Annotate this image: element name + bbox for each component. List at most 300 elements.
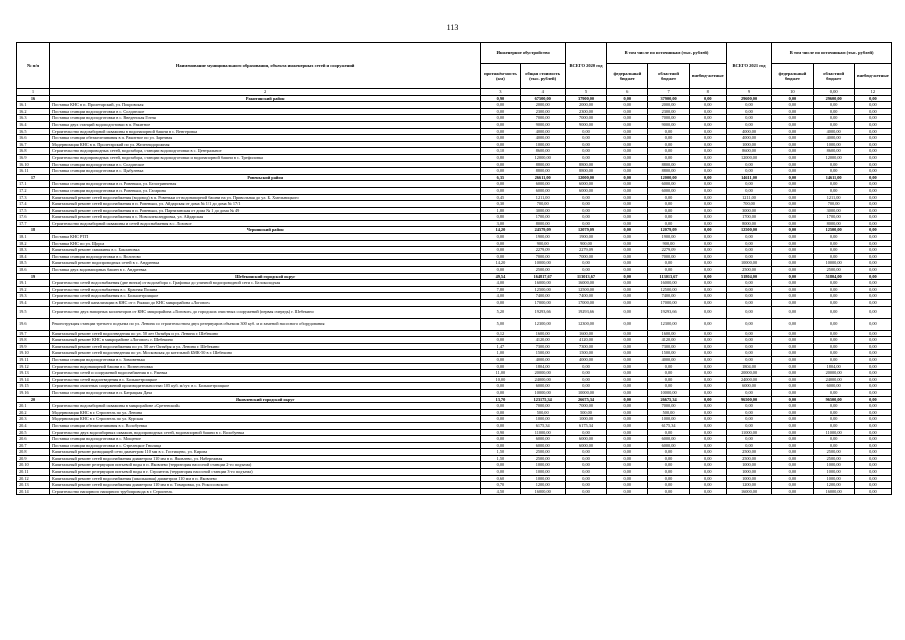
total-2020-cell: 12079,09 (565, 227, 606, 234)
length-cell: 4,00 (481, 280, 520, 287)
federal-2021-cell: 0,00 (772, 207, 813, 214)
total-2021-cell: 0,00 (726, 350, 771, 357)
length-cell: 14,20 (481, 260, 520, 267)
table-row (17, 135, 892, 142)
header-regional-2021: областной бюджет (813, 64, 854, 89)
federal-2020-cell: 0,00 (607, 267, 648, 274)
cost-cell: 4000,00 (520, 128, 565, 135)
row-number: 16.1 (17, 102, 50, 109)
federal-2021-cell: 0,00 (772, 422, 813, 429)
regional-2021-cell: 0,00 (813, 181, 854, 188)
federal-2020-cell: 0,00 (607, 416, 648, 423)
federal-2021-cell: 0,00 (772, 455, 813, 462)
object-name: Поставка станции водоподготовки в с. Солдатское (50, 108, 481, 115)
regional-2021-cell: 1211,00 (813, 194, 854, 201)
length-cell: 5,00 (481, 318, 520, 330)
table-row (17, 267, 892, 274)
federal-2021-cell: 0,00 (772, 260, 813, 267)
total-2021-cell: 29600,00 (726, 95, 771, 102)
regional-2020-cell: 0,00 (648, 462, 689, 469)
total-2021-cell: 0,00 (726, 306, 771, 318)
total-2021-cell: 0,00 (726, 108, 771, 115)
federal-2021-cell: 0,00 (772, 240, 813, 247)
length-cell: 49,54 (481, 273, 520, 280)
cost-cell: 2000,00 (520, 102, 565, 109)
regional-2021-cell: 1200,00 (813, 482, 854, 489)
extra-2020-cell: 0,00 (689, 247, 726, 254)
length-cell: 10,00 (481, 376, 520, 383)
regional-2021-cell: 0,00 (813, 247, 854, 254)
table-row (17, 102, 892, 109)
object-name: Поставка станции водоподготовки в с. Цыбулевка (50, 168, 481, 175)
length-cell: 0,00 (481, 416, 520, 423)
regional-2021-cell: 1804,00 (813, 363, 854, 370)
total-2020-cell: 0,00 (565, 469, 606, 476)
total-2020-cell: 7000,00 (565, 253, 606, 260)
column-number-row (17, 89, 892, 96)
regional-2020-cell: 0,00 (648, 141, 689, 148)
extra-2020-cell: 0,00 (689, 376, 726, 383)
regional-2021-cell: 96500,00 (813, 396, 854, 403)
total-2020-cell: 0,00 (565, 475, 606, 482)
row-number: 16.8 (17, 148, 50, 155)
extra-2021-cell: 0,00 (854, 168, 891, 175)
regional-2020-cell: 19293,66 (648, 306, 689, 318)
federal-2020-cell: 0,00 (607, 330, 648, 337)
table-row (17, 240, 892, 247)
federal-2020-cell: 0,00 (607, 482, 648, 489)
length-cell: 0,00 (481, 363, 520, 370)
regional-2021-cell: 0,00 (813, 356, 854, 363)
cost-cell: 6000,00 (520, 436, 565, 443)
regional-2021-cell: 29600,00 (813, 95, 854, 102)
total-2020-cell: 2300,00 (565, 108, 606, 115)
federal-2021-cell: 0,00 (772, 141, 813, 148)
col-number: 12 (854, 89, 891, 96)
header-infra-group: Инженерное обустройство (481, 43, 566, 64)
total-2020-cell: 10000,00 (565, 389, 606, 396)
row-number: 17.2 (17, 187, 50, 194)
row-number: 19.10 (17, 350, 50, 357)
extra-2021-cell: 0,00 (854, 95, 891, 102)
total-2020-cell: 6000,00 (565, 187, 606, 194)
table-row (17, 201, 892, 208)
col-number: 2 (50, 89, 481, 96)
row-number: 20.2 (17, 409, 50, 416)
cost-cell: 7300,00 (520, 343, 565, 350)
object-name: Капитальный ремонт водопроводных сетей в с. Андреевка (50, 260, 481, 267)
length-cell: 0,00 (481, 247, 520, 254)
length-cell: 0,00 (481, 409, 520, 416)
federal-2021-cell: 0,00 (772, 363, 813, 370)
regional-2020-cell: 0,00 (648, 154, 689, 161)
total-2020-cell: 1000,00 (565, 416, 606, 423)
federal-2020-cell: 0,00 (607, 161, 648, 168)
extra-2021-cell: 0,00 (854, 227, 891, 234)
extra-2021-cell: 0,00 (854, 161, 891, 168)
federal-2021-cell: 0,00 (772, 214, 813, 221)
regional-2021-cell: 0,00 (813, 240, 854, 247)
extra-2020-cell: 0,00 (689, 422, 726, 429)
cost-cell: 2300,00 (520, 108, 565, 115)
cost-cell: 3000,00 (520, 207, 565, 214)
length-cell: 0,00 (481, 187, 520, 194)
extra-2021-cell: 0,00 (854, 267, 891, 274)
row-number: 16.3 (17, 115, 50, 122)
header-name: Наименование муниципального образования, объекта инженерных сетей и сооружений (50, 43, 481, 89)
row-number: 19.6 (17, 318, 50, 330)
federal-2021-cell: 0,00 (772, 462, 813, 469)
cost-cell: 17000,00 (520, 300, 565, 307)
header-regional-2020: областной бюджет (648, 64, 689, 89)
header-extra-2020: внебюд-жетные (689, 64, 726, 89)
cost-cell: 6000,00 (520, 181, 565, 188)
total-2020-cell: 0,00 (565, 220, 606, 227)
federal-2021-cell: 0,00 (772, 135, 813, 142)
cost-cell: 1000,00 (520, 469, 565, 476)
length-cell: 0,80 (481, 214, 520, 221)
length-cell: 1,00 (481, 350, 520, 357)
extra-2021-cell: 0,00 (854, 141, 891, 148)
length-cell: 0,90 (481, 95, 520, 102)
extra-2021-cell: 0,00 (854, 337, 891, 344)
table-row (17, 286, 892, 293)
object-name: Капитальный ремонт сетей водоснабжения (школьковая) диаметром 110 мм в п. Яковлево (50, 475, 481, 482)
length-cell: 0,00 (481, 383, 520, 390)
length-cell: 0,00 (481, 442, 520, 449)
row-number: 16.11 (17, 168, 50, 175)
table-row (17, 436, 892, 443)
cost-cell: 1500,00 (520, 350, 565, 357)
extra-2021-cell: 0,00 (854, 148, 891, 155)
row-number: 20.5 (17, 429, 50, 436)
col-number: 8 (689, 89, 726, 96)
total-2021-cell: 51804,00 (726, 273, 771, 280)
object-name: Строительство двух напорных коллекторов от КНС микрорайона «Логовое» до городских очистных сооружений (первая очередь) г. Шебекино (50, 306, 481, 318)
object-name: Поставка КНС в п. Пролетарский, ул. Покровская (50, 102, 481, 109)
federal-2020-cell: 0,00 (607, 181, 648, 188)
extra-2021-cell: 0,00 (854, 135, 891, 142)
object-name: Поставка двух водонапорных башен в с. Андреевка (50, 267, 481, 274)
regional-2021-cell: 0,00 (813, 389, 854, 396)
extra-2020-cell: 0,00 (689, 306, 726, 318)
row-number: 18.5 (17, 260, 50, 267)
total-2020-cell: 6000,00 (565, 436, 606, 443)
cost-cell: 6000,00 (520, 442, 565, 449)
row-number: 19.16 (17, 389, 50, 396)
federal-2020-cell: 0,00 (607, 363, 648, 370)
table-row (17, 416, 892, 423)
col-number: 10 (772, 89, 813, 96)
cost-cell: 7000,00 (520, 403, 565, 410)
length-cell: 0,00 (481, 161, 520, 168)
cost-cell: 2500,00 (520, 267, 565, 274)
regional-2021-cell: 4000,00 (813, 128, 854, 135)
federal-2020-cell: 0,00 (607, 462, 648, 469)
extra-2021-cell: 0,00 (854, 234, 891, 241)
extra-2020-cell: 0,00 (689, 350, 726, 357)
extra-2020-cell: 0,00 (689, 383, 726, 390)
row-number: 17.7 (17, 220, 50, 227)
regional-2020-cell: 0,00 (648, 267, 689, 274)
total-2021-cell: 2500,00 (726, 449, 771, 456)
regional-2020-cell: 1000,00 (648, 416, 689, 423)
total-2020-cell: 1900,00 (565, 234, 606, 241)
total-2020-cell: 0,00 (565, 128, 606, 135)
length-cell: 3,00 (481, 220, 520, 227)
extra-2021-cell: 0,00 (854, 220, 891, 227)
infrastructure-table (16, 42, 892, 495)
cost-cell: 500,00 (520, 409, 565, 416)
total-2021-cell: 0,00 (726, 403, 771, 410)
extra-2020-cell: 0,00 (689, 128, 726, 135)
regional-2020-cell: 0,00 (648, 194, 689, 201)
regional-2021-cell: 0,00 (813, 280, 854, 287)
row-number: 18.6 (17, 267, 50, 274)
regional-2020-cell: 12300,00 (648, 318, 689, 330)
federal-2021-cell: 0,00 (772, 286, 813, 293)
extra-2020-cell: 0,00 (689, 416, 726, 423)
federal-2020-cell: 0,00 (607, 436, 648, 443)
total-2021-cell: 2500,00 (726, 267, 771, 274)
cost-cell: 900,00 (520, 240, 565, 247)
regional-2020-cell: 16000,00 (648, 280, 689, 287)
federal-2021-cell: 0,00 (772, 220, 813, 227)
table-row (17, 121, 892, 128)
object-name: Строительство напорного напорного трубопровода в г. Строитель (50, 488, 481, 495)
cost-cell: 8800,00 (520, 168, 565, 175)
object-name: Модернизация КНС в г. Строитель по ул. Курская (50, 416, 481, 423)
regional-2021-cell: 12000,00 (813, 154, 854, 161)
regional-2021-cell: 0,00 (813, 422, 854, 429)
extra-2020-cell: 0,00 (689, 161, 726, 168)
col-number: 7 (648, 89, 689, 96)
extra-2021-cell: 0,00 (854, 455, 891, 462)
total-2020-cell: 0,00 (565, 207, 606, 214)
extra-2021-cell: 0,00 (854, 409, 891, 416)
federal-2021-cell: 0,00 (772, 350, 813, 357)
regional-2021-cell: 0,00 (813, 102, 854, 109)
extra-2020-cell: 0,00 (689, 187, 726, 194)
federal-2020-cell: 0,00 (607, 247, 648, 254)
total-2021-cell: 0,00 (726, 293, 771, 300)
total-2021-cell: 0,00 (726, 300, 771, 307)
regional-2021-cell: 14611,00 (813, 174, 854, 181)
cost-cell: 1000,00 (520, 416, 565, 423)
length-cell: 0,00 (481, 102, 520, 109)
table-row (17, 108, 892, 115)
federal-2020-cell: 0,00 (607, 214, 648, 221)
object-name: Поставка станции водоподготовки в с. Стрелецкое Гнилица (50, 442, 481, 449)
federal-2021-cell: 0,00 (772, 148, 813, 155)
regional-2020-cell: 0,00 (648, 260, 689, 267)
regional-2020-cell: 7000,00 (648, 253, 689, 260)
length-cell: 0,00 (481, 267, 520, 274)
federal-2020-cell: 0,00 (607, 383, 648, 390)
extra-2020-cell: 0,00 (689, 482, 726, 489)
regional-2020-cell: 12000,00 (648, 174, 689, 181)
row-number: 19.11 (17, 356, 50, 363)
extra-2020-cell: 0,00 (689, 214, 726, 221)
regional-2020-cell: 7000,00 (648, 403, 689, 410)
federal-2020-cell: 0,00 (607, 240, 648, 247)
total-2020-cell: 19293,66 (565, 306, 606, 318)
table-row (17, 181, 892, 188)
total-2021-cell: 96500,00 (726, 396, 771, 403)
extra-2021-cell: 0,00 (854, 293, 891, 300)
cost-cell: 1000,00 (520, 141, 565, 148)
total-2021-cell: 0,00 (726, 356, 771, 363)
federal-2020-cell: 0,00 (607, 253, 648, 260)
total-2020-cell: 0,00 (565, 154, 606, 161)
object-name: Строительство двух водозаборных скважин, водопроводных сетей, водонапорной башни в с. Волобуевка (50, 429, 481, 436)
object-name: Капитальный ремонт сетей водоснабжения по ул. 50 лет Октября и ул. Ленина г. Шебекино (50, 343, 481, 350)
extra-2021-cell: 0,00 (854, 240, 891, 247)
total-2021-cell: 0,00 (726, 422, 771, 429)
total-2020-cell: 0,00 (565, 194, 606, 201)
regional-2020-cell: 113013,67 (648, 273, 689, 280)
extra-2021-cell: 0,00 (854, 306, 891, 318)
total-2020-cell: 6000,00 (565, 442, 606, 449)
extra-2021-cell: 0,00 (854, 449, 891, 456)
total-2021-cell: 1000,00 (726, 141, 771, 148)
total-2021-cell: 0,00 (726, 330, 771, 337)
table-row (17, 469, 892, 476)
federal-2021-cell: 0,00 (772, 416, 813, 423)
regional-2020-cell: 0,00 (648, 475, 689, 482)
row-number: 18 (17, 227, 50, 234)
row-number: 19.3 (17, 293, 50, 300)
row-number: 16.5 (17, 128, 50, 135)
row-number: 19.7 (17, 330, 50, 337)
object-name: Поставка станции водоподготовки в с. Мощеное (50, 436, 481, 443)
extra-2021-cell: 0,00 (854, 488, 891, 495)
object-name: Капитальный ремонт резервуаров питьевой воды в г. Строитель (территория насосной станции 3-го подъема) (50, 469, 481, 476)
table-row (17, 356, 892, 363)
regional-2020-cell: 1900,00 (648, 234, 689, 241)
table-row (17, 363, 892, 370)
length-cell: 0,00 (481, 403, 520, 410)
extra-2021-cell: 0,00 (854, 436, 891, 443)
extra-2020-cell: 0,00 (689, 475, 726, 482)
cost-cell: 19293,66 (520, 306, 565, 318)
total-2021-cell: 0,00 (726, 102, 771, 109)
length-cell: 5,20 (481, 306, 520, 318)
table-row (17, 253, 892, 260)
federal-2020-cell: 0,00 (607, 306, 648, 318)
object-name: Капитальный ремонт резервуаров питьевой воды в п. Яковлево (территория насосной станции 2-го подъема) (50, 462, 481, 469)
total-2020-cell: 12500,00 (565, 286, 606, 293)
regional-2021-cell: 2500,00 (813, 267, 854, 274)
length-cell: 0,90 (481, 429, 520, 436)
regional-2020-cell: 1500,00 (648, 350, 689, 357)
extra-2020-cell: 0,00 (689, 462, 726, 469)
length-cell: 11,00 (481, 370, 520, 377)
extra-2021-cell: 0,00 (854, 187, 891, 194)
object-name: Капитальный ремонт сетей водоотведения по ул. Московская до котельной БМК-50 в г. Шебекино (50, 350, 481, 357)
total-2021-cell: 0,00 (726, 389, 771, 396)
cost-cell: 4000,00 (520, 135, 565, 142)
object-name: Капитальный ремонт сетей водоотведения по ул. 50 лет Октября и ул. Ленина г. Шебекино (50, 330, 481, 337)
total-2021-cell: 12500,00 (726, 227, 771, 234)
extra-2021-cell: 0,00 (854, 273, 891, 280)
object-name: Капитальный ремонт сетей водоснабжения в п. Ровеньки, ул. Партизанская от дома № 1 до дома № 49 (50, 207, 481, 214)
length-cell: 0,00 (481, 181, 520, 188)
row-number: 19.5 (17, 306, 50, 318)
length-cell: 0,80 (481, 154, 520, 161)
federal-2020-cell: 0,00 (607, 102, 648, 109)
length-cell: 1,50 (481, 449, 520, 456)
total-2021-cell: 4000,00 (726, 128, 771, 135)
total-2020-cell: 9000,00 (565, 121, 606, 128)
cost-cell: 164817,67 (520, 273, 565, 280)
table-row (17, 330, 892, 337)
header-length: протяжён-ность (км) (481, 64, 520, 89)
federal-2020-cell: 0,00 (607, 318, 648, 330)
regional-2020-cell: 26675,34 (648, 396, 689, 403)
row-number: 19 (17, 273, 50, 280)
cost-cell: 16000,00 (520, 488, 565, 495)
cost-cell: 700,00 (520, 201, 565, 208)
object-name: Поставка станции водоподготовки в п. Батрацкая Дача (50, 389, 481, 396)
row-number: 18.2 (17, 240, 50, 247)
table-row (17, 194, 892, 201)
total-2020-cell: 7000,00 (565, 403, 606, 410)
federal-2020-cell: 0,00 (607, 234, 648, 241)
federal-2020-cell: 0,00 (607, 455, 648, 462)
row-number: 20.10 (17, 462, 50, 469)
header-total-2021: ВСЕГО 2021 год (726, 43, 771, 89)
object-name: Поставка КНС РТП (50, 234, 481, 241)
federal-2020-cell: 0,00 (607, 108, 648, 115)
object-name: Чернянский район (50, 227, 481, 234)
regional-2020-cell: 7000,00 (648, 115, 689, 122)
extra-2021-cell: 0,00 (854, 194, 891, 201)
regional-2021-cell: 0,00 (813, 168, 854, 175)
federal-2021-cell: 0,00 (772, 403, 813, 410)
total-2020-cell: 0,00 (565, 370, 606, 377)
extra-2020-cell: 0,00 (689, 403, 726, 410)
extra-2020-cell: 0,00 (689, 469, 726, 476)
cost-cell: 123175,34 (520, 396, 565, 403)
table-row (17, 403, 892, 410)
table-row (17, 449, 892, 456)
total-2021-cell: 3000,00 (726, 207, 771, 214)
header-federal-2021: федеральный бюджет (772, 64, 813, 89)
district-row (17, 227, 892, 234)
cost-cell: 1200,00 (520, 482, 565, 489)
regional-2021-cell: 0,00 (813, 403, 854, 410)
row-number: 18.4 (17, 253, 50, 260)
row-number: 20.14 (17, 488, 50, 495)
length-cell: 13,70 (481, 396, 520, 403)
table-row (17, 207, 892, 214)
cost-cell: 1600,00 (520, 330, 565, 337)
extra-2021-cell: 0,00 (854, 343, 891, 350)
federal-2021-cell: 0,00 (772, 95, 813, 102)
extra-2020-cell: 0,00 (689, 449, 726, 456)
object-name: Поставка станции обезжелезивания в с. Волобуевка (50, 422, 481, 429)
total-2020-cell: 12300,00 (565, 318, 606, 330)
row-number: 20.9 (17, 455, 50, 462)
object-name: Поставка двух станций водоподготовки в п. Ракитное (50, 121, 481, 128)
total-2020-cell: 2000,00 (565, 102, 606, 109)
col-number: 4 (520, 89, 565, 96)
length-cell: 0,45 (481, 194, 520, 201)
regional-2020-cell: 0,00 (648, 376, 689, 383)
table-row (17, 475, 892, 482)
table-row (17, 389, 892, 396)
